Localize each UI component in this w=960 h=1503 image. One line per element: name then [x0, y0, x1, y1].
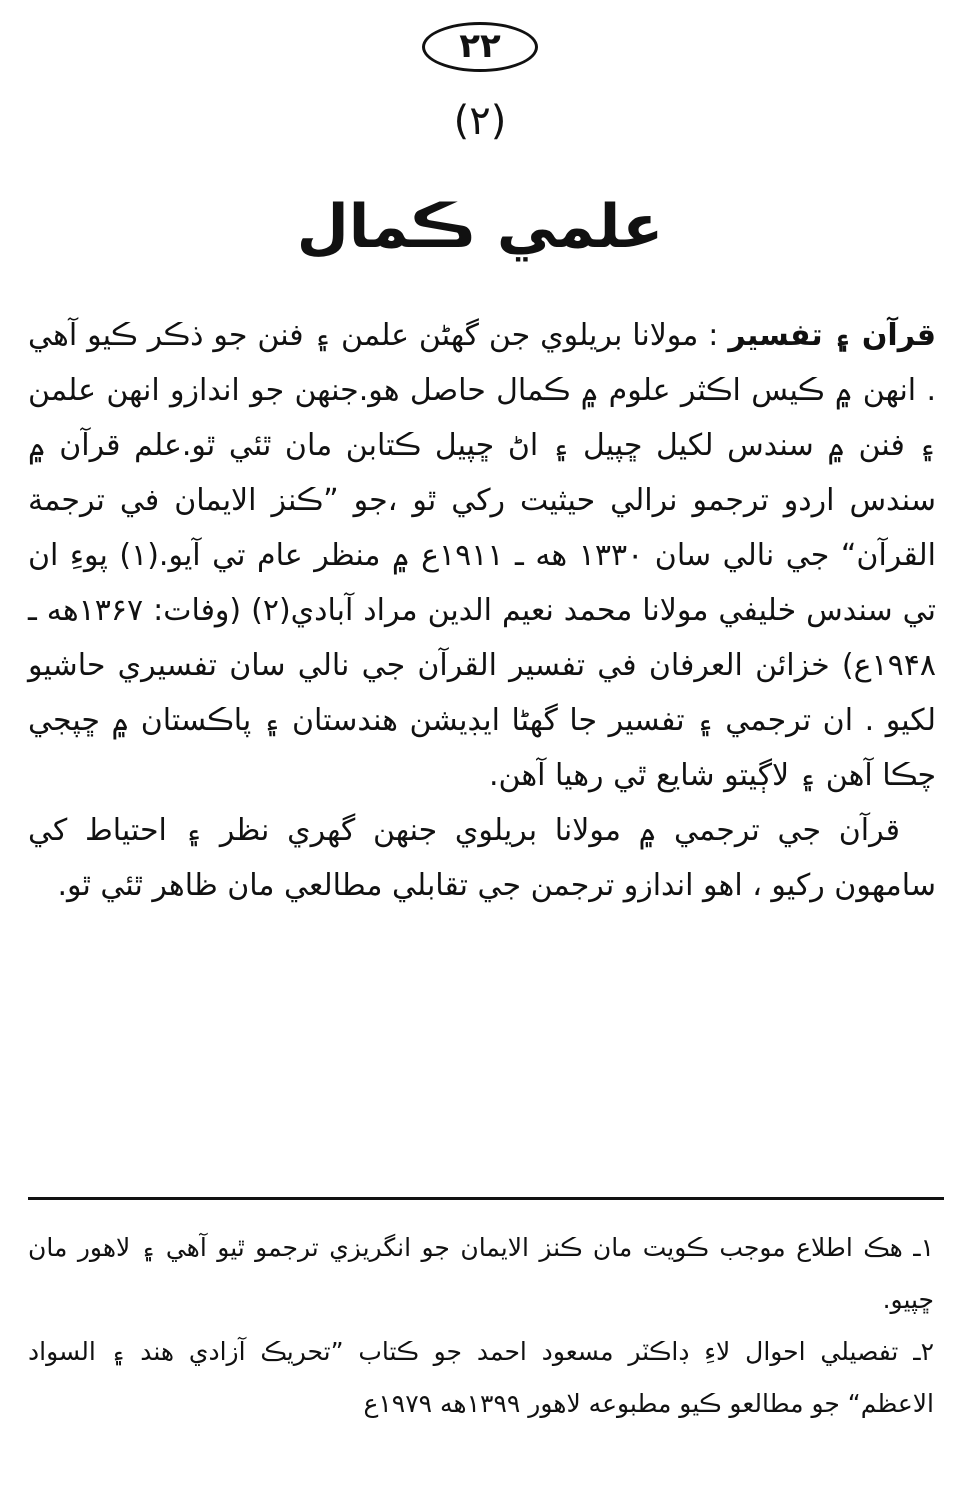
- paragraph-1: [28, 308, 936, 803]
- body-text: [28, 308, 936, 913]
- page-number-wrap: [0, 22, 960, 72]
- footnote-2: ۲ـ تفصيلي احوال لاءِ ڊاڪٽر مسعود احمد جو ڪتاب ”تحريڪ آزادي هند ۽ السواد الاعظم“ جو مطالعو ڪيو مطبوعه لاهور ۱۳۹۹هه ۱۹۷۹ع: [28, 1337, 934, 1418]
- paragraph-2: قرآن جي ترجمي ۾ مولانا بريلوي جنهن گهري نظر ۽ احتياط کي سامهون رکيو ، اهو اندازو ترجمن جي تقابلي مطالعي مان ظاهر ٿئي ٿو.: [28, 813, 936, 903]
- page-number: ۲۲: [422, 22, 538, 72]
- chapter-title: علمي ڪمال: [296, 192, 664, 262]
- footnote-1: ۱ـ هڪ اطلاع موجب ڪويت مان ڪنز الايمان جو انگريزي ترجمو ٿيو آهي ۽ لاهور مان ڇپيو.: [28, 1233, 934, 1314]
- footnote-divider: [28, 1197, 944, 1200]
- section-heading: قرآن ۽ تفسير: [728, 318, 937, 353]
- paragraph-1-text: : مولانا بريلوي جن گھڻن علمن ۽ فنن جو ذڪر ڪيو آهي . انهن ۾ ڪيس اڪثر علوم ۾ ڪمال حاصل هو.جنهن جو اندازو انهن علمن ۽ فنن ۾ سندس لکيل ڇپيل ۽ اڻ ڇپيل ڪتابن مان ٿئي ٿو.علم قرآن ۾ سندس اردو ترجمو نرالي حيثيت رکي ٿو ،جو ”ڪنز الايمان في ترجمة القرآن“ جي نالي سان ۱۳۳۰ هه ـ ۱۹۱۱ع ۾ منظر عام تي آيو.(۱) پوءِ ان تي سندس خليفي مولانا محمد نعيم الدين مراد آبادي(۲) (وفات: ۱۳۶۷هه ـ ۱۹۴۸ع) خزائن العرفان في تفسير القرآن جي نالي سان تفسيري حاشيو لکيو . ان ترجمي ۽ تفسير جا گھڻا ايڊيشن هندستان ۽ پاڪستان ۾ ڇپجي چڪا آهن ۽ لاڳيتو شايع ٿي رهيا آهن.: [28, 318, 936, 793]
- footnotes: [28, 1222, 934, 1430]
- chapter-number: (۲): [453, 98, 507, 144]
